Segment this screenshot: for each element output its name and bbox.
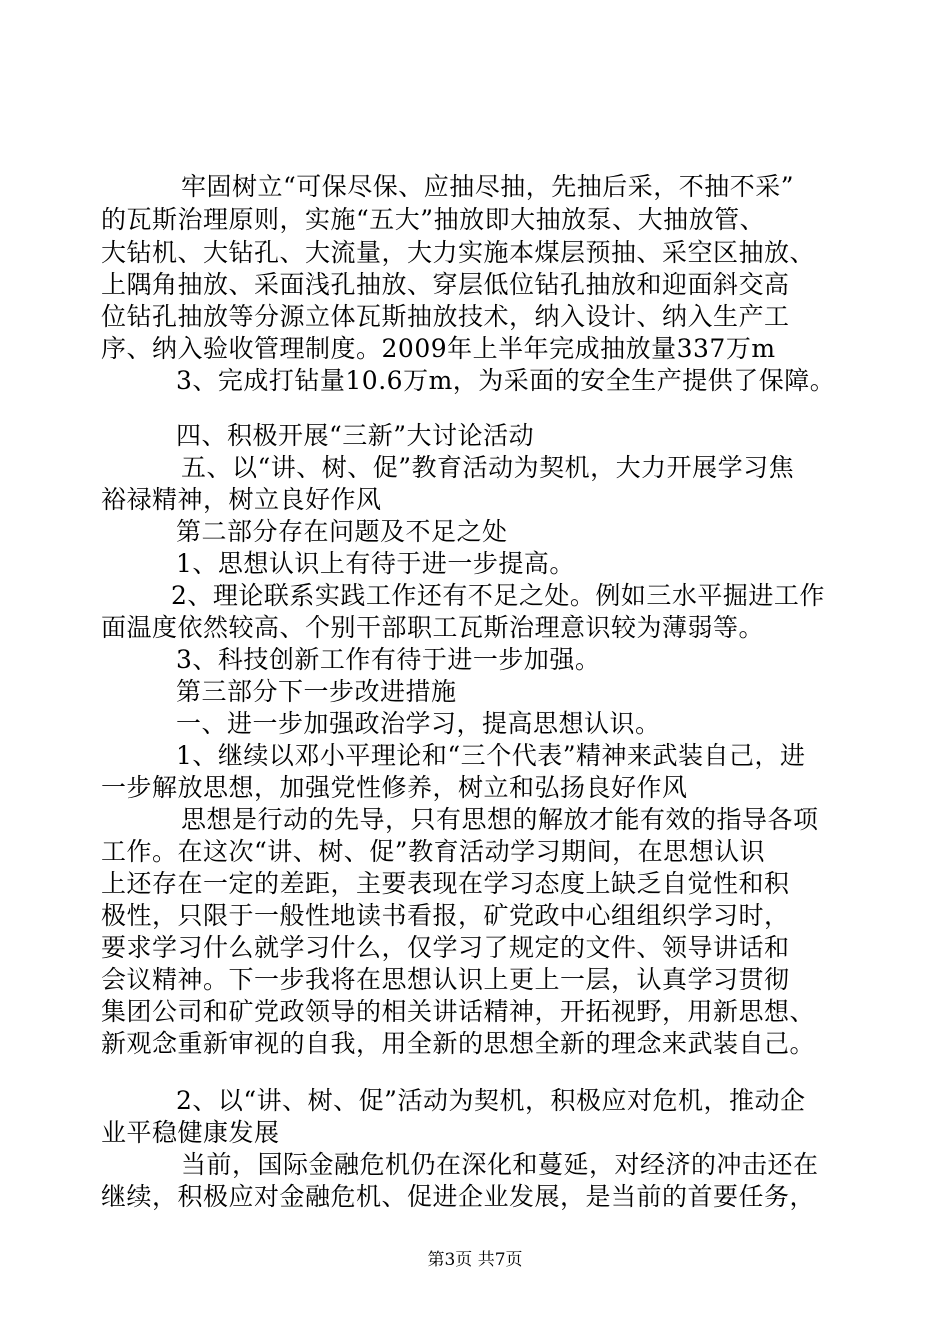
- body-line: 当前，国际金融危机仍在深化和蔓延，对经济的冲击还在: [181, 1150, 819, 1179]
- body-line: 牢固树立“可保尽保、应抽尽抽，先抽后采，不抽不采”: [181, 172, 795, 201]
- body-line: 2、以“讲、树、促”活动为契机，积极应对危机，推动企: [176, 1086, 806, 1115]
- body-line: 2、理论联系实践工作还有不足之处。例如三水平掘进工作: [171, 581, 825, 610]
- body-line: 继续，积极应对金融危机、促进企业发展，是当前的首要任务，: [101, 1182, 816, 1211]
- body-line: 序、纳入验收管理制度。2009年上半年完成抽放量337万m: [101, 334, 776, 363]
- body-line: 工作。在这次“讲、树、促”教育活动学习期间，在思想认识: [101, 837, 766, 866]
- body-line: 上还存在一定的差距，主要表现在学习态度上缺乏自觉性和积: [101, 869, 790, 898]
- body-line: 思想是行动的先导，只有思想的解放才能有效的指导各项: [181, 805, 819, 834]
- section-heading: 一、进一步加强政治学习，提高思想认识。: [176, 709, 661, 738]
- body-line: 的瓦斯治理原则，实施“五大”抽放即大抽放泵、大抽放管、: [101, 205, 766, 234]
- body-line: 极性，只限于一般性地读书看报，矿党政中心组组织学习时，: [101, 901, 790, 930]
- body-line: 新观念重新审视的自我，用全新的思想全新的理念来武装自己。: [101, 1029, 816, 1058]
- body-line: 一步解放思想，加强党性修养，树立和弘扬良好作风: [101, 773, 688, 802]
- body-line: 3、完成打钻量10.6万m，为采面的安全生产提供了保障。: [176, 366, 836, 395]
- section-heading: 四、积极开展“三新”大讨论活动: [176, 421, 535, 450]
- part-heading: 第二部分存在问题及不足之处: [176, 517, 508, 546]
- body-line: 业平稳健康发展: [101, 1118, 280, 1147]
- page-number: 第3页 共7页: [427, 1250, 523, 1270]
- body-line: 1、继续以邓小平理论和“三个代表”精神来武装自己，进: [176, 741, 806, 770]
- body-line: 会议精神。下一步我将在思想认识上更上一层，认真学习贯彻: [101, 965, 790, 994]
- body-line: 面温度依然较高、个别干部职工瓦斯治理意识较为薄弱等。: [101, 613, 765, 642]
- part-heading: 第三部分下一步改进措施: [176, 677, 457, 706]
- body-line: 大钻机、大钻孔、大流量，大力实施本煤层预抽、采空区抽放、: [101, 238, 816, 267]
- body-line: 上隅角抽放、采面浅孔抽放、穿层低位钻孔抽放和迎面斜交高: [101, 270, 790, 299]
- body-line: 位钻孔抽放等分源立体瓦斯抽放技术，纳入设计、纳入生产工: [101, 302, 790, 331]
- body-line: 要求学习什么就学习什么，仅学习了规定的文件、领导讲话和: [101, 933, 790, 962]
- body-line: 集团公司和矿党政领导的相关讲话精神，开拓视野，用新思想、: [101, 997, 816, 1026]
- body-line: 1、思想认识上有待于进一步提高。: [176, 549, 575, 578]
- body-line: 3、科技创新工作有待于进一步加强。: [176, 645, 601, 674]
- section-heading: 裕禄精神，树立良好作风: [101, 485, 382, 514]
- section-heading: 五、以“讲、树、促”教育活动为契机，大力开展学习焦: [181, 453, 795, 482]
